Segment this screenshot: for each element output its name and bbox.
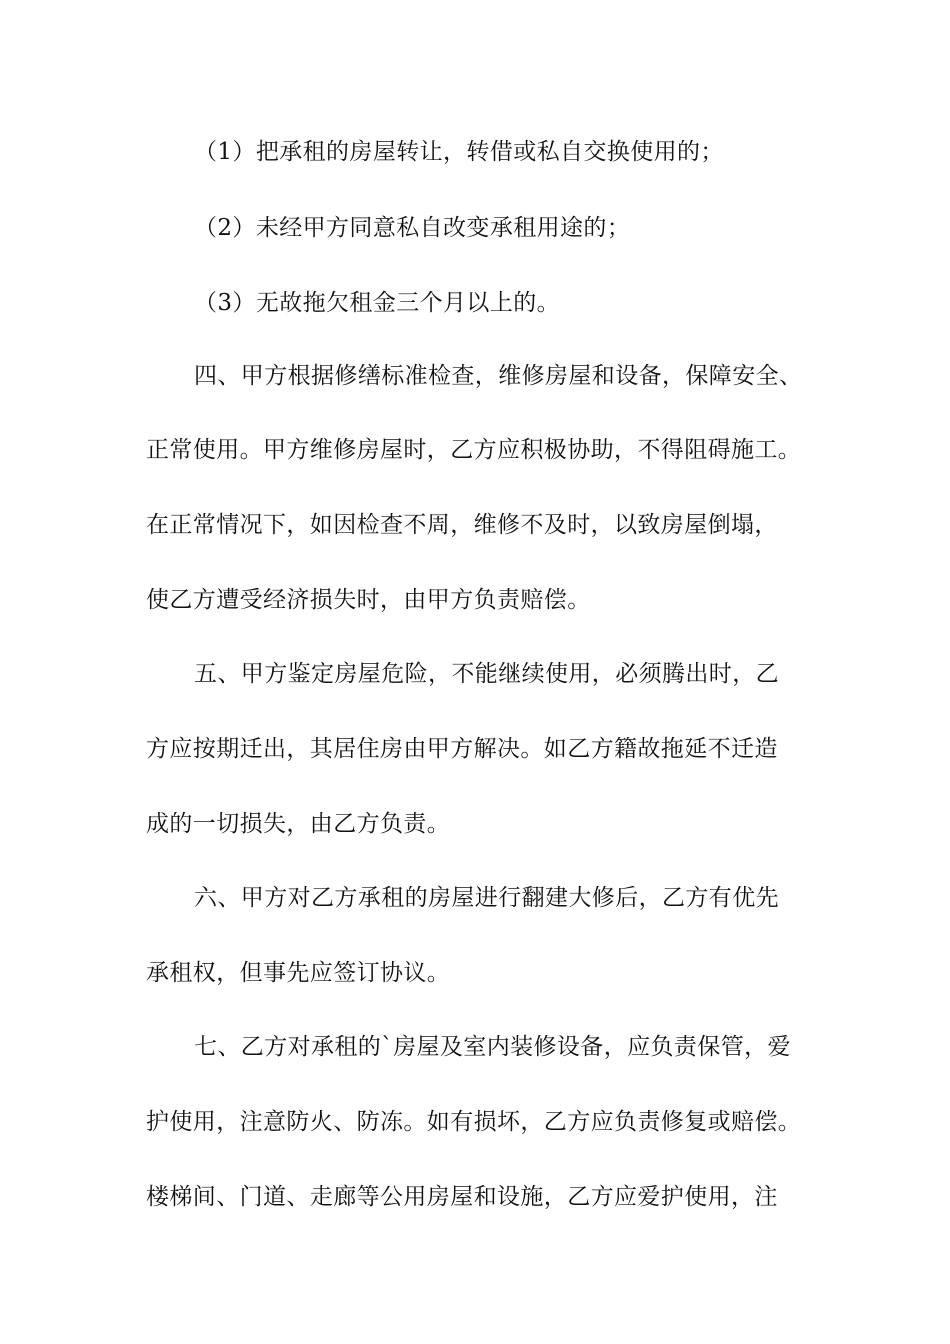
clause-7-line-2: 护使用，注意防火、防冻。如有损坏，乙方应负责修复或赔偿。	[146, 1109, 802, 1135]
clause-4-line-4: 使乙方遭受经济损失时，由甲方负责赔偿。	[146, 587, 591, 613]
clause-3-item-3: （3）无故拖欠租金三个月以上的。	[194, 290, 561, 316]
clause-4-line-1: 四、甲方根据修缮标准检查，维修房屋和设备，保障安全、	[194, 363, 803, 389]
clause-3-item-1: （1）把承租的房屋转让，转借或私自交换使用的；	[194, 139, 724, 165]
clause-5-line-1: 五、甲方鉴定房屋危险，不能继续使用，必须腾出时，乙	[194, 661, 779, 687]
clause-7-line-3: 楼梯间、门道、走廊等公用房屋和设施，乙方应爱护使用，注	[146, 1184, 778, 1210]
clause-4-line-3: 在正常情况下，如因检查不周，维修不及时，以致房屋倒塌，	[146, 512, 778, 538]
clause-3-item-2: （2）未经甲方同意私自改变承租用途的；	[194, 215, 631, 241]
clause-5-line-3: 成的一切损失，由乙方负责。	[146, 811, 451, 837]
clause-7-line-1: 七、乙方对承租的`房屋及室内装修设备，应负责保管，爱	[194, 1034, 791, 1060]
clause-6-line-1: 六、甲方对乙方承租的房屋进行翻建大修后，乙方有优先	[194, 885, 779, 911]
clause-5-line-2: 方应按期迁出，其居住房由甲方解决。如乙方籍故拖延不迁造	[146, 736, 778, 762]
clause-6-line-2: 承租权，但事先应签订协议。	[146, 960, 451, 986]
clause-4-line-2: 正常使用。甲方维修房屋时，乙方应积极协助，不得阻碍施工。	[146, 437, 802, 463]
